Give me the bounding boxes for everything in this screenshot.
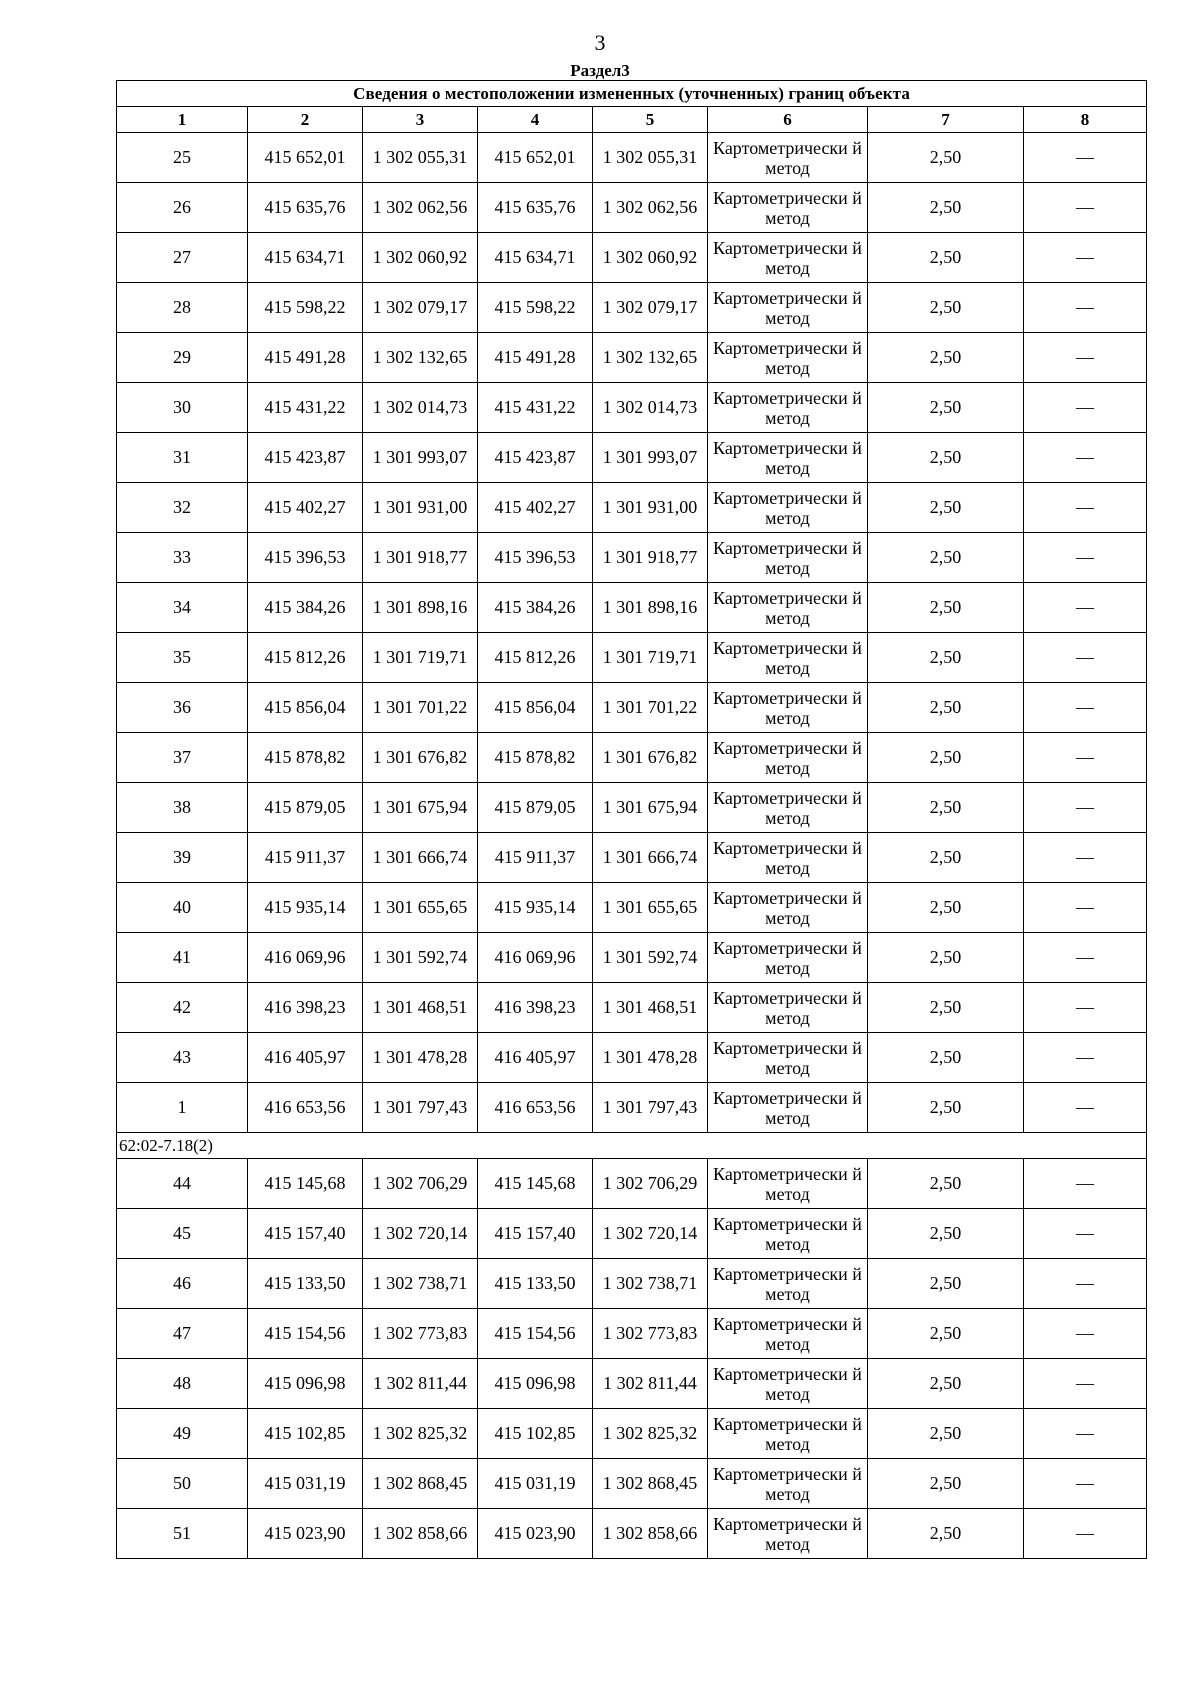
accuracy-cell: 2,50 bbox=[868, 933, 1024, 983]
x-new-cell: 415 652,01 bbox=[478, 133, 593, 183]
x-new-cell: 415 879,05 bbox=[478, 783, 593, 833]
y-old-cell: 1 302 062,56 bbox=[363, 183, 478, 233]
method-cell: Картометрически й метод bbox=[708, 383, 868, 433]
method-cell: Картометрически й метод bbox=[708, 883, 868, 933]
page-number: 3 bbox=[594, 30, 606, 55]
method-cell: Картометрически й метод bbox=[708, 1409, 868, 1459]
group-label-row bbox=[117, 1133, 1147, 1159]
table-caption-row bbox=[117, 81, 1147, 107]
x-old-cell: 415 133,50 bbox=[248, 1259, 363, 1309]
note-cell: — bbox=[1024, 283, 1147, 333]
y-old-cell: 1 302 014,73 bbox=[363, 383, 478, 433]
table-row bbox=[117, 883, 1147, 933]
table-row bbox=[117, 1159, 1147, 1209]
y-old-cell: 1 302 738,71 bbox=[363, 1259, 478, 1309]
y-new-cell: 1 301 993,07 bbox=[593, 433, 708, 483]
accuracy-cell: 2,50 bbox=[868, 1159, 1024, 1209]
point-number-cell: 32 bbox=[117, 483, 248, 533]
y-new-cell: 1 301 675,94 bbox=[593, 783, 708, 833]
point-number-cell: 1 bbox=[117, 1083, 248, 1133]
y-new-cell: 1 302 014,73 bbox=[593, 383, 708, 433]
x-new-cell: 416 398,23 bbox=[478, 983, 593, 1033]
method-cell: Картометрически й метод bbox=[708, 1509, 868, 1559]
accuracy-cell: 2,50 bbox=[868, 583, 1024, 633]
method-cell: Картометрически й метод bbox=[708, 983, 868, 1033]
column-number-row bbox=[117, 107, 1147, 133]
point-number-cell: 25 bbox=[117, 133, 248, 183]
note-cell: — bbox=[1024, 483, 1147, 533]
x-old-cell: 415 023,90 bbox=[248, 1509, 363, 1559]
column-number: 6 bbox=[708, 107, 868, 133]
x-new-cell: 416 069,96 bbox=[478, 933, 593, 983]
y-old-cell: 1 301 655,65 bbox=[363, 883, 478, 933]
method-cell: Картометрически й метод bbox=[708, 483, 868, 533]
note-cell: — bbox=[1024, 383, 1147, 433]
x-old-cell: 415 812,26 bbox=[248, 633, 363, 683]
x-new-cell: 415 157,40 bbox=[478, 1209, 593, 1259]
x-new-cell: 415 935,14 bbox=[478, 883, 593, 933]
y-new-cell: 1 302 062,56 bbox=[593, 183, 708, 233]
accuracy-cell: 2,50 bbox=[868, 683, 1024, 733]
table-row bbox=[117, 733, 1147, 783]
y-old-cell: 1 302 706,29 bbox=[363, 1159, 478, 1209]
x-old-cell: 415 145,68 bbox=[248, 1159, 363, 1209]
x-new-cell: 415 634,71 bbox=[478, 233, 593, 283]
table-row bbox=[117, 1309, 1147, 1359]
point-number-cell: 41 bbox=[117, 933, 248, 983]
table-row bbox=[117, 633, 1147, 683]
accuracy-cell: 2,50 bbox=[868, 1509, 1024, 1559]
y-old-cell: 1 302 858,66 bbox=[363, 1509, 478, 1559]
x-new-cell: 415 491,28 bbox=[478, 333, 593, 383]
note-cell: — bbox=[1024, 1209, 1147, 1259]
x-old-cell: 415 635,76 bbox=[248, 183, 363, 233]
section-title: Раздел3 bbox=[570, 61, 630, 80]
point-number-cell: 33 bbox=[117, 533, 248, 583]
note-cell: — bbox=[1024, 1159, 1147, 1209]
note-cell: — bbox=[1024, 633, 1147, 683]
point-number-cell: 47 bbox=[117, 1309, 248, 1359]
y-new-cell: 1 302 720,14 bbox=[593, 1209, 708, 1259]
column-number: 7 bbox=[868, 107, 1024, 133]
point-number-cell: 50 bbox=[117, 1459, 248, 1509]
note-cell: — bbox=[1024, 1083, 1147, 1133]
y-new-cell: 1 302 858,66 bbox=[593, 1509, 708, 1559]
table-row bbox=[117, 483, 1147, 533]
method-cell: Картометрически й метод bbox=[708, 283, 868, 333]
note-cell: — bbox=[1024, 1459, 1147, 1509]
table-body bbox=[117, 81, 1147, 1559]
y-new-cell: 1 302 055,31 bbox=[593, 133, 708, 183]
method-cell: Картометрически й метод bbox=[708, 1359, 868, 1409]
method-cell: Картометрически й метод bbox=[708, 833, 868, 883]
x-new-cell: 415 878,82 bbox=[478, 733, 593, 783]
note-cell: — bbox=[1024, 883, 1147, 933]
accuracy-cell: 2,50 bbox=[868, 1459, 1024, 1509]
x-new-cell: 415 598,22 bbox=[478, 283, 593, 333]
point-number-cell: 28 bbox=[117, 283, 248, 333]
accuracy-cell: 2,50 bbox=[868, 483, 1024, 533]
y-old-cell: 1 302 079,17 bbox=[363, 283, 478, 333]
x-old-cell: 415 031,19 bbox=[248, 1459, 363, 1509]
note-cell: — bbox=[1024, 1509, 1147, 1559]
x-new-cell: 415 423,87 bbox=[478, 433, 593, 483]
method-cell: Картометрически й метод bbox=[708, 1033, 868, 1083]
x-old-cell: 415 598,22 bbox=[248, 283, 363, 333]
table-row bbox=[117, 183, 1147, 233]
accuracy-cell: 2,50 bbox=[868, 633, 1024, 683]
method-cell: Картометрически й метод bbox=[708, 1159, 868, 1209]
x-new-cell: 416 653,56 bbox=[478, 1083, 593, 1133]
x-old-cell: 415 384,26 bbox=[248, 583, 363, 633]
accuracy-cell: 2,50 bbox=[868, 133, 1024, 183]
method-cell: Картометрически й метод bbox=[708, 933, 868, 983]
x-new-cell: 415 096,98 bbox=[478, 1359, 593, 1409]
y-old-cell: 1 302 132,65 bbox=[363, 333, 478, 383]
table-row bbox=[117, 683, 1147, 733]
y-new-cell: 1 302 811,44 bbox=[593, 1359, 708, 1409]
method-cell: Картометрически й метод bbox=[708, 683, 868, 733]
x-new-cell: 415 023,90 bbox=[478, 1509, 593, 1559]
point-number-cell: 26 bbox=[117, 183, 248, 233]
y-new-cell: 1 301 666,74 bbox=[593, 833, 708, 883]
point-number-cell: 48 bbox=[117, 1359, 248, 1409]
y-old-cell: 1 301 676,82 bbox=[363, 733, 478, 783]
column-number: 5 bbox=[593, 107, 708, 133]
accuracy-cell: 2,50 bbox=[868, 733, 1024, 783]
table-row bbox=[117, 583, 1147, 633]
x-old-cell: 415 856,04 bbox=[248, 683, 363, 733]
note-cell: — bbox=[1024, 1409, 1147, 1459]
y-old-cell: 1 301 898,16 bbox=[363, 583, 478, 633]
table-row bbox=[117, 433, 1147, 483]
note-cell: — bbox=[1024, 1309, 1147, 1359]
note-cell: — bbox=[1024, 733, 1147, 783]
y-old-cell: 1 302 811,44 bbox=[363, 1359, 478, 1409]
x-old-cell: 415 396,53 bbox=[248, 533, 363, 583]
y-old-cell: 1 302 773,83 bbox=[363, 1309, 478, 1359]
accuracy-cell: 2,50 bbox=[868, 1409, 1024, 1459]
x-old-cell: 416 405,97 bbox=[248, 1033, 363, 1083]
y-old-cell: 1 302 868,45 bbox=[363, 1459, 478, 1509]
x-new-cell: 415 145,68 bbox=[478, 1159, 593, 1209]
note-cell: — bbox=[1024, 1033, 1147, 1083]
y-new-cell: 1 301 701,22 bbox=[593, 683, 708, 733]
y-old-cell: 1 301 478,28 bbox=[363, 1033, 478, 1083]
point-number-cell: 39 bbox=[117, 833, 248, 883]
method-cell: Картометрически й метод bbox=[708, 183, 868, 233]
point-number-cell: 34 bbox=[117, 583, 248, 633]
accuracy-cell: 2,50 bbox=[868, 1033, 1024, 1083]
y-new-cell: 1 301 676,82 bbox=[593, 733, 708, 783]
x-old-cell: 415 096,98 bbox=[248, 1359, 363, 1409]
x-new-cell: 416 405,97 bbox=[478, 1033, 593, 1083]
table-row bbox=[117, 333, 1147, 383]
table-row bbox=[117, 1459, 1147, 1509]
point-number-cell: 43 bbox=[117, 1033, 248, 1083]
x-old-cell: 415 157,40 bbox=[248, 1209, 363, 1259]
point-number-cell: 35 bbox=[117, 633, 248, 683]
x-old-cell: 415 154,56 bbox=[248, 1309, 363, 1359]
accuracy-cell: 2,50 bbox=[868, 283, 1024, 333]
x-old-cell: 415 879,05 bbox=[248, 783, 363, 833]
point-number-cell: 49 bbox=[117, 1409, 248, 1459]
y-old-cell: 1 301 719,71 bbox=[363, 633, 478, 683]
coordinates-table bbox=[116, 80, 1147, 1559]
x-old-cell: 415 423,87 bbox=[248, 433, 363, 483]
accuracy-cell: 2,50 bbox=[868, 1259, 1024, 1309]
table-row bbox=[117, 1083, 1147, 1133]
table-row bbox=[117, 283, 1147, 333]
note-cell: — bbox=[1024, 1259, 1147, 1309]
y-old-cell: 1 302 720,14 bbox=[363, 1209, 478, 1259]
y-new-cell: 1 301 592,74 bbox=[593, 933, 708, 983]
note-cell: — bbox=[1024, 983, 1147, 1033]
table-row bbox=[117, 533, 1147, 583]
table-row bbox=[117, 233, 1147, 283]
y-old-cell: 1 301 918,77 bbox=[363, 533, 478, 583]
x-new-cell: 415 133,50 bbox=[478, 1259, 593, 1309]
note-cell: — bbox=[1024, 183, 1147, 233]
accuracy-cell: 2,50 bbox=[868, 1209, 1024, 1259]
column-number: 4 bbox=[478, 107, 593, 133]
y-new-cell: 1 301 468,51 bbox=[593, 983, 708, 1033]
x-new-cell: 415 635,76 bbox=[478, 183, 593, 233]
x-old-cell: 416 653,56 bbox=[248, 1083, 363, 1133]
point-number-cell: 40 bbox=[117, 883, 248, 933]
table-row bbox=[117, 1209, 1147, 1259]
column-number: 2 bbox=[248, 107, 363, 133]
table-row bbox=[117, 1033, 1147, 1083]
y-new-cell: 1 302 132,65 bbox=[593, 333, 708, 383]
y-new-cell: 1 302 079,17 bbox=[593, 283, 708, 333]
y-new-cell: 1 302 825,32 bbox=[593, 1409, 708, 1459]
note-cell: — bbox=[1024, 933, 1147, 983]
x-old-cell: 416 069,96 bbox=[248, 933, 363, 983]
note-cell: — bbox=[1024, 1359, 1147, 1409]
accuracy-cell: 2,50 bbox=[868, 783, 1024, 833]
group-label: 62:02-7.18(2) bbox=[117, 1133, 1147, 1159]
x-old-cell: 415 491,28 bbox=[248, 333, 363, 383]
accuracy-cell: 2,50 bbox=[868, 983, 1024, 1033]
table-row bbox=[117, 133, 1147, 183]
method-cell: Картометрически й метод bbox=[708, 333, 868, 383]
method-cell: Картометрически й метод bbox=[708, 533, 868, 583]
note-cell: — bbox=[1024, 583, 1147, 633]
method-cell: Картометрически й метод bbox=[708, 1083, 868, 1133]
accuracy-cell: 2,50 bbox=[868, 233, 1024, 283]
accuracy-cell: 2,50 bbox=[868, 333, 1024, 383]
x-new-cell: 415 031,19 bbox=[478, 1459, 593, 1509]
x-new-cell: 415 154,56 bbox=[478, 1309, 593, 1359]
y-new-cell: 1 302 868,45 bbox=[593, 1459, 708, 1509]
method-cell: Картометрически й метод bbox=[708, 1259, 868, 1309]
point-number-cell: 27 bbox=[117, 233, 248, 283]
y-old-cell: 1 301 468,51 bbox=[363, 983, 478, 1033]
x-old-cell: 416 398,23 bbox=[248, 983, 363, 1033]
x-new-cell: 415 856,04 bbox=[478, 683, 593, 733]
table-row bbox=[117, 1509, 1147, 1559]
y-new-cell: 1 301 797,43 bbox=[593, 1083, 708, 1133]
note-cell: — bbox=[1024, 233, 1147, 283]
column-number: 8 bbox=[1024, 107, 1147, 133]
y-old-cell: 1 302 055,31 bbox=[363, 133, 478, 183]
y-new-cell: 1 301 478,28 bbox=[593, 1033, 708, 1083]
method-cell: Картометрически й метод bbox=[708, 1309, 868, 1359]
y-new-cell: 1 302 060,92 bbox=[593, 233, 708, 283]
y-new-cell: 1 301 931,00 bbox=[593, 483, 708, 533]
x-new-cell: 415 102,85 bbox=[478, 1409, 593, 1459]
point-number-cell: 42 bbox=[117, 983, 248, 1033]
x-old-cell: 415 102,85 bbox=[248, 1409, 363, 1459]
point-number-cell: 36 bbox=[117, 683, 248, 733]
y-new-cell: 1 301 918,77 bbox=[593, 533, 708, 583]
accuracy-cell: 2,50 bbox=[868, 1359, 1024, 1409]
method-cell: Картометрически й метод bbox=[708, 233, 868, 283]
y-old-cell: 1 301 666,74 bbox=[363, 833, 478, 883]
x-new-cell: 415 812,26 bbox=[478, 633, 593, 683]
x-new-cell: 415 384,26 bbox=[478, 583, 593, 633]
x-old-cell: 415 878,82 bbox=[248, 733, 363, 783]
x-new-cell: 415 911,37 bbox=[478, 833, 593, 883]
accuracy-cell: 2,50 bbox=[868, 383, 1024, 433]
note-cell: — bbox=[1024, 683, 1147, 733]
y-old-cell: 1 302 825,32 bbox=[363, 1409, 478, 1459]
point-number-cell: 38 bbox=[117, 783, 248, 833]
note-cell: — bbox=[1024, 433, 1147, 483]
method-cell: Картометрически й метод bbox=[708, 433, 868, 483]
y-old-cell: 1 301 592,74 bbox=[363, 933, 478, 983]
point-number-cell: 37 bbox=[117, 733, 248, 783]
method-cell: Картометрически й метод bbox=[708, 133, 868, 183]
y-old-cell: 1 301 675,94 bbox=[363, 783, 478, 833]
y-new-cell: 1 301 655,65 bbox=[593, 883, 708, 933]
note-cell: — bbox=[1024, 833, 1147, 883]
method-cell: Картометрически й метод bbox=[708, 583, 868, 633]
note-cell: — bbox=[1024, 333, 1147, 383]
point-number-cell: 51 bbox=[117, 1509, 248, 1559]
accuracy-cell: 2,50 bbox=[868, 533, 1024, 583]
y-new-cell: 1 301 719,71 bbox=[593, 633, 708, 683]
x-old-cell: 415 431,22 bbox=[248, 383, 363, 433]
point-number-cell: 44 bbox=[117, 1159, 248, 1209]
x-old-cell: 415 634,71 bbox=[248, 233, 363, 283]
accuracy-cell: 2,50 bbox=[868, 1309, 1024, 1359]
table-row bbox=[117, 933, 1147, 983]
table-row bbox=[117, 1359, 1147, 1409]
accuracy-cell: 2,50 bbox=[868, 833, 1024, 883]
accuracy-cell: 2,50 bbox=[868, 433, 1024, 483]
point-number-cell: 31 bbox=[117, 433, 248, 483]
accuracy-cell: 2,50 bbox=[868, 183, 1024, 233]
column-number: 1 bbox=[117, 107, 248, 133]
note-cell: — bbox=[1024, 783, 1147, 833]
x-old-cell: 415 402,27 bbox=[248, 483, 363, 533]
accuracy-cell: 2,50 bbox=[868, 883, 1024, 933]
table-row bbox=[117, 1409, 1147, 1459]
point-number-cell: 46 bbox=[117, 1259, 248, 1309]
table-caption: Сведения о местоположении измененных (уточненных) границ объекта bbox=[117, 81, 1147, 107]
note-cell: — bbox=[1024, 533, 1147, 583]
y-old-cell: 1 301 701,22 bbox=[363, 683, 478, 733]
method-cell: Картометрически й метод bbox=[708, 1459, 868, 1509]
x-old-cell: 415 935,14 bbox=[248, 883, 363, 933]
x-new-cell: 415 431,22 bbox=[478, 383, 593, 433]
point-number-cell: 45 bbox=[117, 1209, 248, 1259]
table-row bbox=[117, 983, 1147, 1033]
table-row bbox=[117, 1259, 1147, 1309]
method-cell: Картометрически й метод bbox=[708, 783, 868, 833]
accuracy-cell: 2,50 bbox=[868, 1083, 1024, 1133]
table-row bbox=[117, 383, 1147, 433]
note-cell: — bbox=[1024, 133, 1147, 183]
y-new-cell: 1 302 738,71 bbox=[593, 1259, 708, 1309]
y-old-cell: 1 302 060,92 bbox=[363, 233, 478, 283]
x-old-cell: 415 911,37 bbox=[248, 833, 363, 883]
method-cell: Картометрически й метод bbox=[708, 1209, 868, 1259]
column-number: 3 bbox=[363, 107, 478, 133]
y-old-cell: 1 301 931,00 bbox=[363, 483, 478, 533]
x-new-cell: 415 396,53 bbox=[478, 533, 593, 583]
y-old-cell: 1 301 797,43 bbox=[363, 1083, 478, 1133]
y-new-cell: 1 302 706,29 bbox=[593, 1159, 708, 1209]
y-new-cell: 1 302 773,83 bbox=[593, 1309, 708, 1359]
method-cell: Картометрически й метод bbox=[708, 633, 868, 683]
y-old-cell: 1 301 993,07 bbox=[363, 433, 478, 483]
method-cell: Картометрически й метод bbox=[708, 733, 868, 783]
point-number-cell: 29 bbox=[117, 333, 248, 383]
x-new-cell: 415 402,27 bbox=[478, 483, 593, 533]
table-row bbox=[117, 833, 1147, 883]
table-row bbox=[117, 783, 1147, 833]
point-number-cell: 30 bbox=[117, 383, 248, 433]
y-new-cell: 1 301 898,16 bbox=[593, 583, 708, 633]
x-old-cell: 415 652,01 bbox=[248, 133, 363, 183]
